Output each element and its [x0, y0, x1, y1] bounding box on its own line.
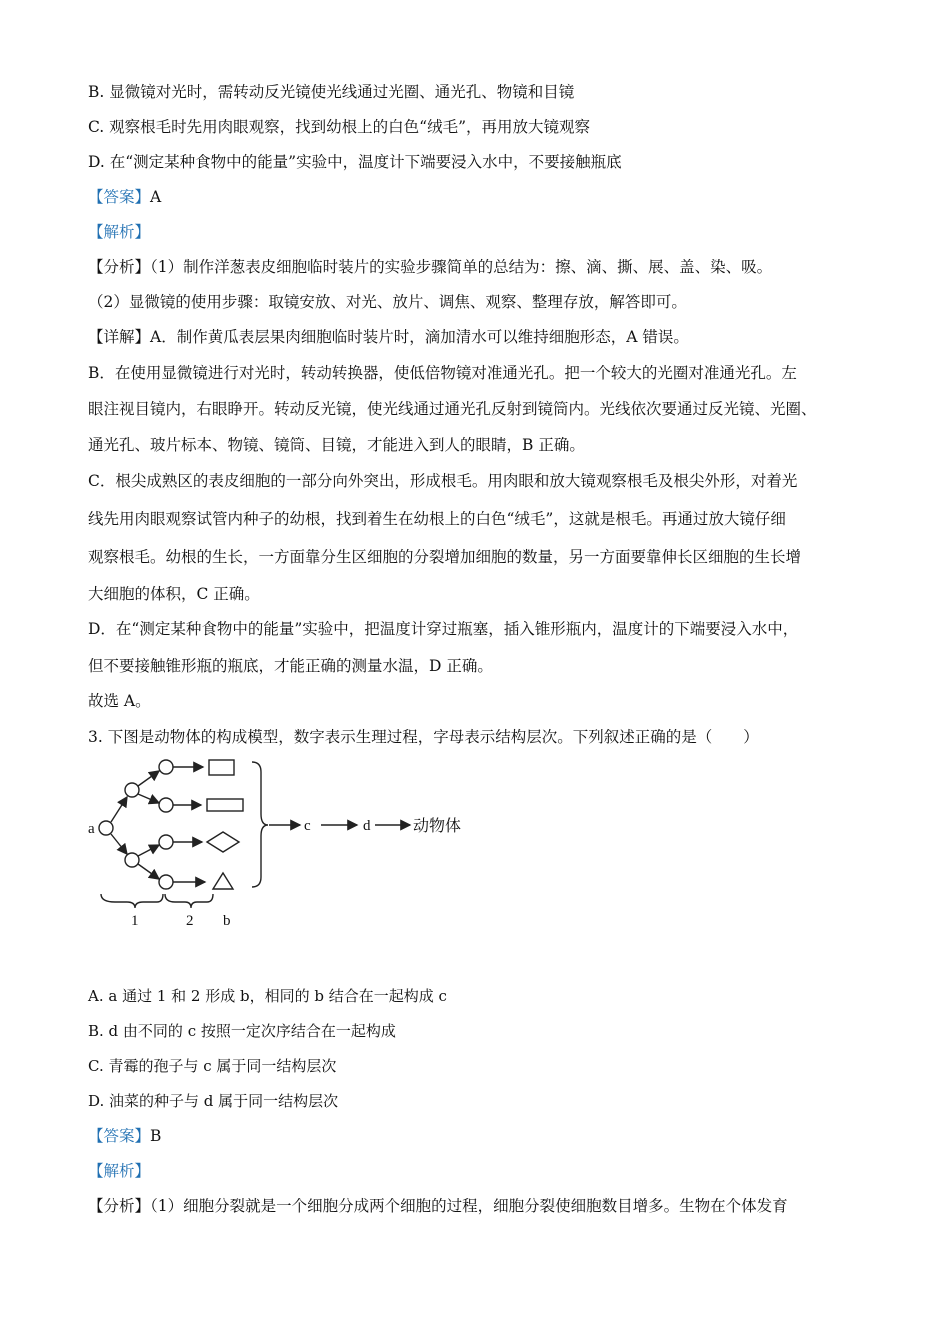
- detail-tag: 【详解】: [88, 328, 151, 346]
- answer-line-2: [88, 1126, 161, 1146]
- tissue-square: [209, 760, 234, 775]
- tissue-diamond: [207, 832, 239, 852]
- detail-c-2: 线先用肉眼观察试管内种子的幼根，找到着生在幼根上的白色“绒毛”，这就是根毛。再通过放大镜仔细: [88, 510, 786, 528]
- label-process-1: 1: [131, 913, 139, 929]
- answer-value: A: [150, 188, 162, 206]
- tissue-triangle: [213, 873, 233, 889]
- analysis-line-2: （2）显微镜的使用步骤：取镜安放、对光、放片、调焦、观察、整理存放，解答即可。: [88, 293, 687, 311]
- detail-text: A．制作黄瓜表层果肉细胞临时装片时，滴加清水可以维持细胞形态，A 错误。: [150, 328, 689, 346]
- answer-tag-2: 【答案】: [88, 1127, 151, 1145]
- label-c: c: [304, 818, 311, 834]
- detail-d-1: D．在“测定某种食物中的能量”实验中，把温度计穿过瓶塞，插入锥形瓶内，温度计的下端要浸入水中，: [88, 620, 799, 638]
- cell-a-circle: [99, 821, 113, 835]
- label-b: b: [223, 913, 231, 929]
- brace-2: [165, 894, 213, 908]
- q3-option-b: B. d 由不同的 c 按照一定次序结合在一起构成: [88, 1022, 396, 1040]
- right-brace: [252, 762, 268, 887]
- analysis-line-1: [88, 257, 772, 277]
- detail-c-3: 观察根毛。幼根的生长，一方面靠分生区细胞的分裂增加细胞的数量，另一方面要靠伸长区细胞的生长增: [88, 548, 802, 566]
- detail-d-2: 但不要接触锥形瓶的瓶底，才能正确的测量水温，D 正确。: [88, 657, 493, 675]
- detail-b-2: 眼注视目镜内，右眼睁开。转动反光镜，使光线通过通光孔反射到镜筒内。光线依次要通过反光镜、光圈、: [88, 400, 817, 418]
- analysis-heading: 【解析】: [88, 223, 151, 241]
- label-d: d: [363, 818, 371, 834]
- analysis-tag: 【分析】: [88, 258, 151, 276]
- question-3: 3. 下图是动物体的构成模型，数字表示生理过程，字母表示结构层次。下列叙述正确的是（ ）: [88, 728, 759, 746]
- analysis-line-3: [88, 1196, 788, 1216]
- detail-c-4: 大细胞的体积，C 正确。: [88, 585, 260, 603]
- detail-b-1: B．在使用显微镜进行对光时，转动转换器，使低倍物镜对准通光孔。把一个较大的光圈对准通光孔。左: [88, 364, 797, 382]
- option-b-text: B. 显微镜对光时，需转动反光镜使光线通过光圈、通光孔、物镜和目镜: [88, 83, 575, 101]
- detail-b-3: 通光孔、玻片标本、物镜、镜筒、目镜，才能进入到人的眼睛，B 正确。: [88, 436, 585, 454]
- tissue-rect: [207, 799, 243, 811]
- q3-option-c: C. 青霉的孢子与 c 属于同一结构层次: [88, 1057, 337, 1075]
- answer-value-2: B: [150, 1127, 162, 1145]
- label-a: a: [88, 821, 95, 837]
- label-process-2: 2: [186, 913, 194, 929]
- detail-c-1: C．根尖成熟区的表皮细胞的一部分向外突出，形成根毛。用肉眼和放大镜观察根毛及根尖外形，对着光: [88, 472, 798, 490]
- answer-line: [88, 187, 161, 207]
- animal-structure-diagram: [85, 752, 485, 937]
- brace-1: [101, 894, 163, 908]
- option-c-text: C. 观察根毛时先用肉眼观察，找到幼根上的白色“绒毛”，再用放大镜观察: [88, 118, 591, 136]
- detail-line: [88, 327, 689, 347]
- cell-upper-circle: [125, 783, 139, 797]
- label-animal-body: 动物体: [413, 818, 462, 835]
- analysis-text: （1）制作洋葱表皮细胞临时装片的实验步骤简单的总结为：擦、滴、撕、展、盖、染、吸。: [150, 258, 773, 276]
- analysis-tag-2: 【分析】: [88, 1197, 151, 1215]
- q3-option-d: D. 油菜的种子与 d 属于同一结构层次: [88, 1092, 339, 1110]
- option-d-text: D. 在“测定某种食物中的能量”实验中，温度计下端要浸入水中，不要接触瓶底: [88, 153, 622, 171]
- analysis-text-2: （1）细胞分裂就是一个细胞分成两个细胞的过程，细胞分裂使细胞数目增多。生物在个体发育: [150, 1197, 788, 1215]
- answer-tag: 【答案】: [88, 188, 151, 206]
- conclusion: 故选 A。: [88, 692, 151, 710]
- q3-option-a: A. a 通过 1 和 2 形成 b，相同的 b 结合在一起构成 c: [88, 987, 447, 1005]
- analysis-heading-2: 【解析】: [88, 1162, 151, 1180]
- cell-lower-circle: [125, 853, 139, 867]
